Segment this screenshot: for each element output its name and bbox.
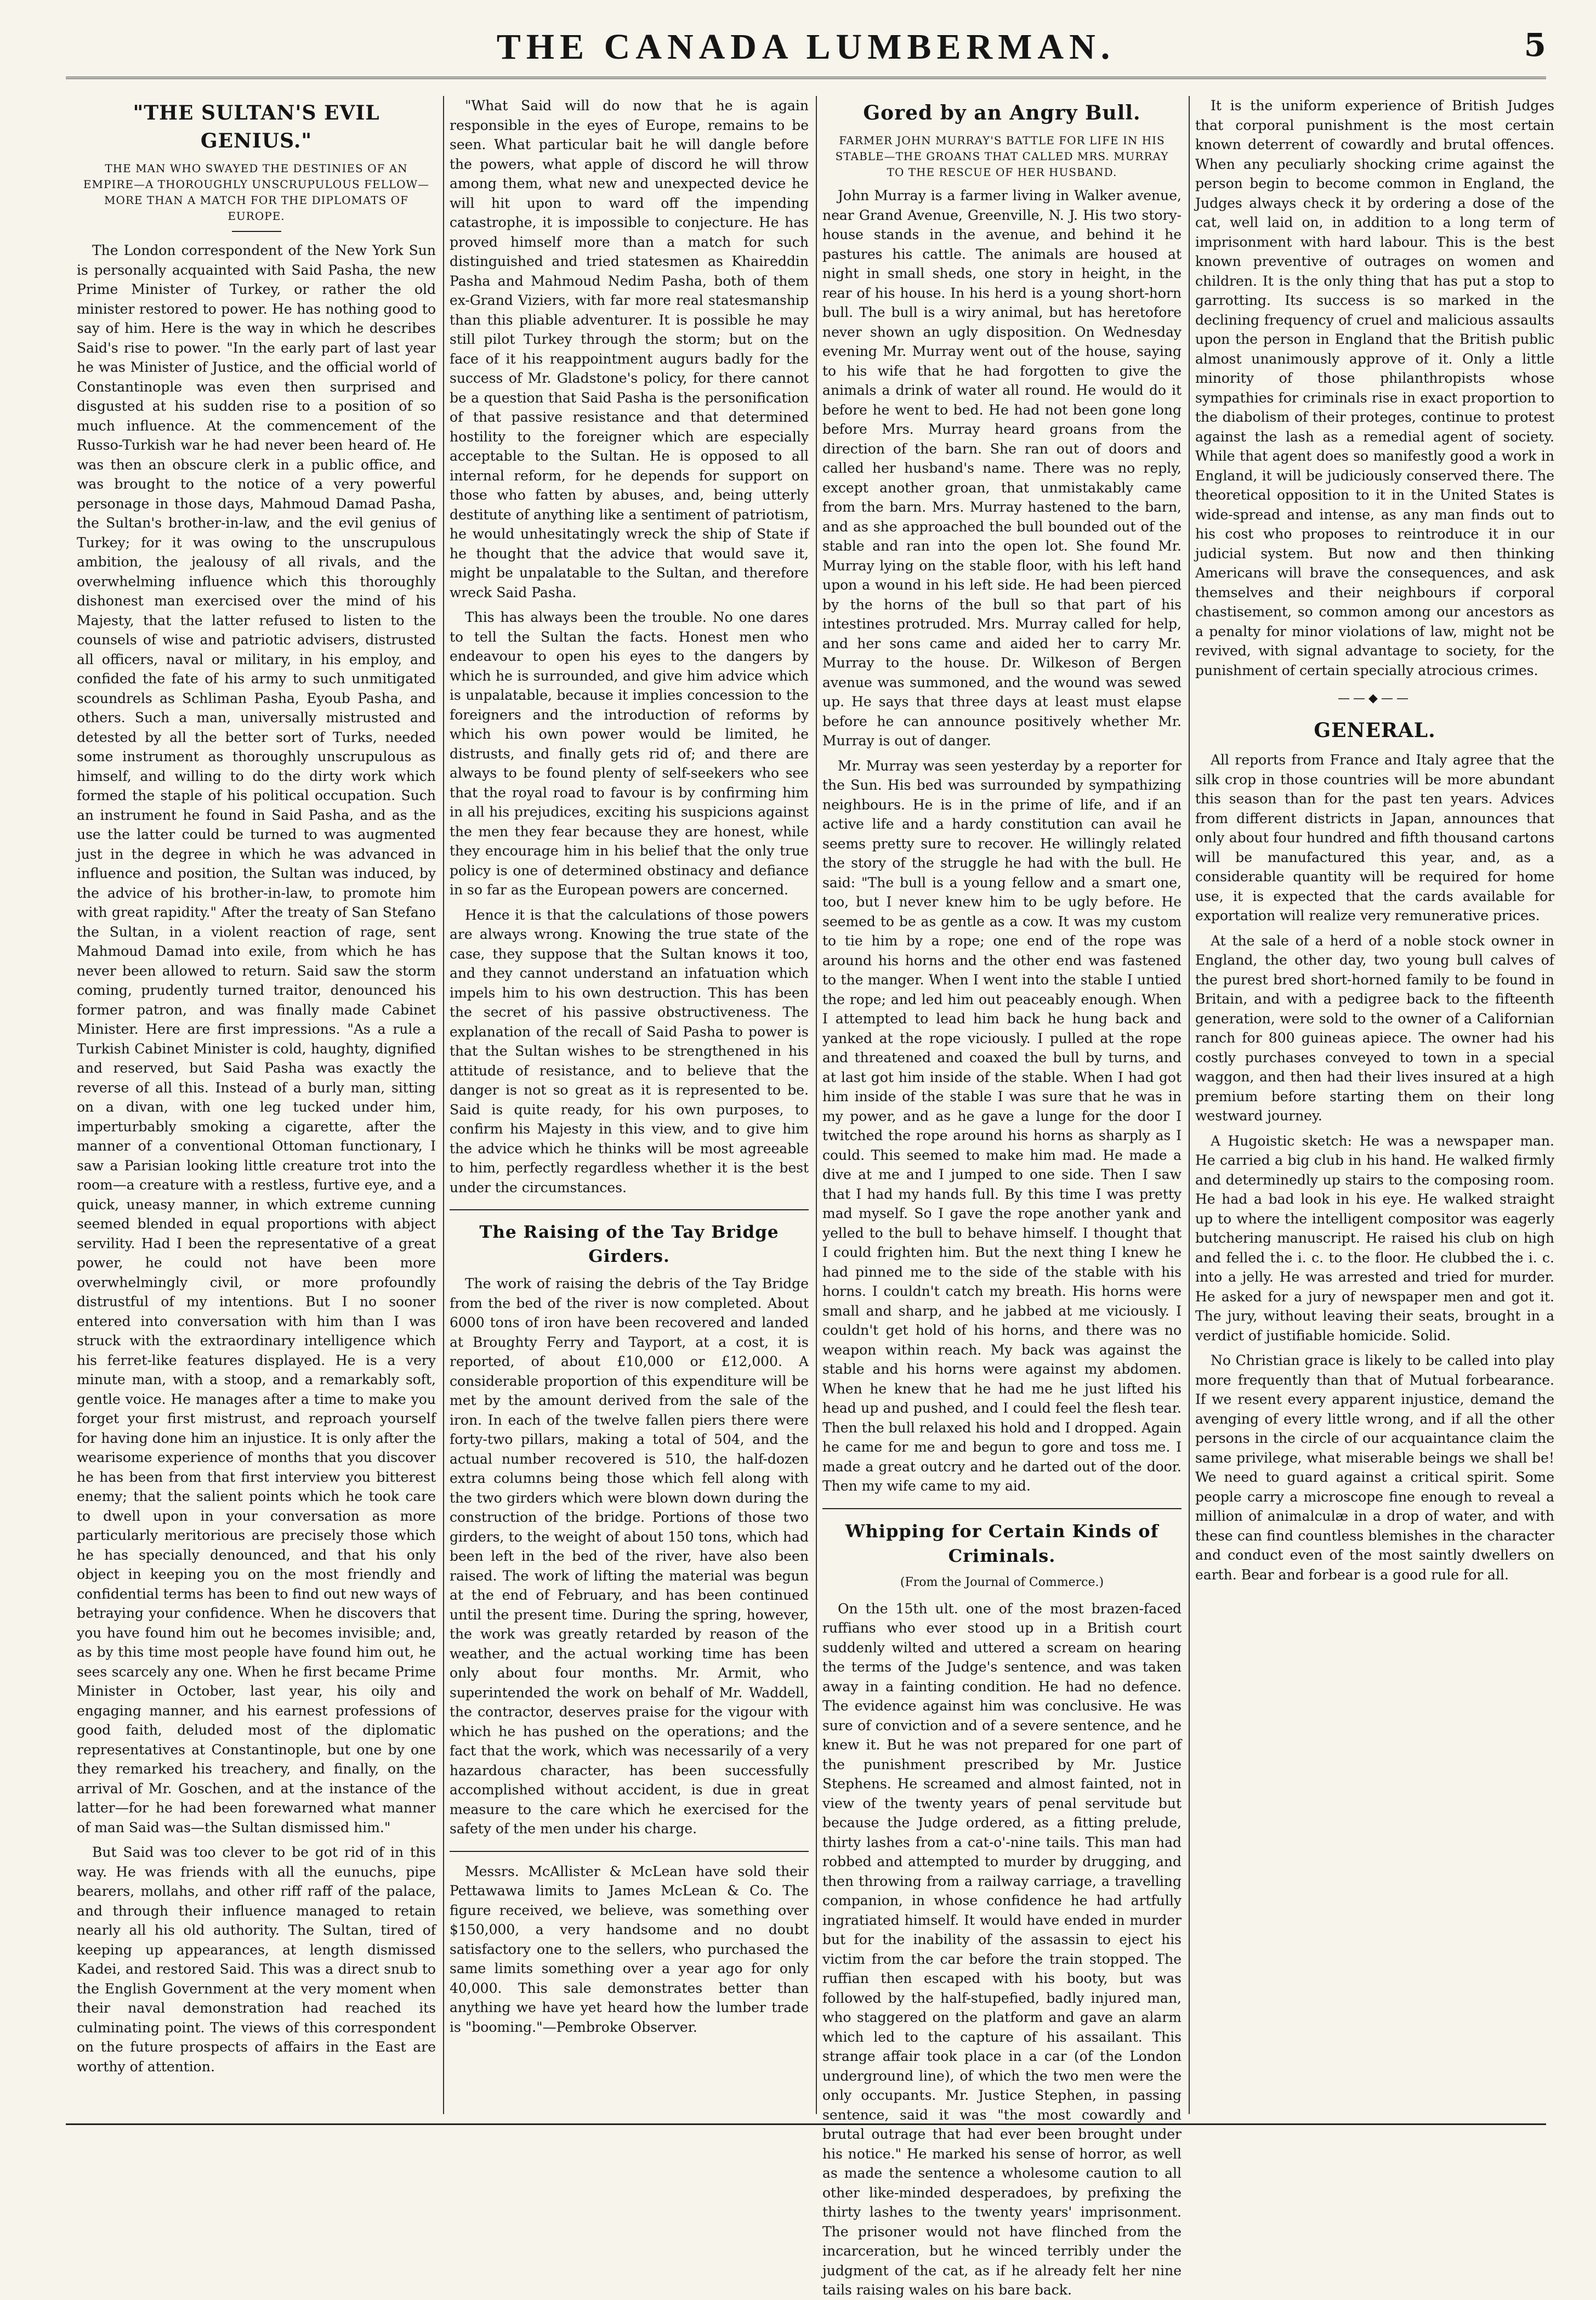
general-paragraph-2: At the sale of a herd of a noble stock owner in England, the other day, two young bull calves of the purest bred short-horned family to be found in Britain, and with a pedigree back to the fifteenth generation, were sold to the owner of a Californian ranch for 800 guineas apiece. The owner had his costly purchases conveyed to town in a special waggon, and then had their lives insured at a high premium before starting them on their long westward journey.	[1195, 932, 1554, 1124]
bull-deck: FARMER JOHN MURRAY'S BATTLE FOR LIFE IN HIS STABLE—THE GROANS THAT CALLED MRS. MURRAY TO THE RESCUE OF HER HUSBAND.	[835, 134, 1169, 179]
column-3	[822, 96, 1182, 2298]
section-rule	[450, 1851, 809, 1852]
general-paragraph-1: All reports from France and Italy agree that the silk crop in those countries will be more abundant this season than for the past ten years. Advices from different districts in Japan, announces that only about four hundred and fifth thousand cartons will be manufactured this year, and, as a considerable quantity will be required for home use, it is expected that the cards available for exportation will realize very remunerative prices.	[1195, 752, 1554, 924]
bottom-rule	[66, 2123, 1546, 2125]
column-divider	[443, 96, 444, 2114]
column-4	[1195, 96, 1554, 2114]
section-rule	[450, 1209, 809, 1210]
bull-paragraph-2: Mr. Murray was seen yesterday by a reporter for the Sun. His bed was surrounded by sympathizing neighbours. He is in the prime of life, and if an active life and a hardy constitution can avail he seems pretty sure to recover. He willingly related the story of the struggle he had with the bull. He said: "The bull is a young fellow and a smart one, too, but I never knew him to be ugly before. He seemed to be as gentle as a cow. It was my custom to tie him by a rope; one end of the rope was around his horns and the other end was fastened to the manger. When I went into the stable I untied the rope; and led him out peaceably enough. When I attempted to lead him back he hung back and yanked at the rope viciously. I pulled at the rope and threatened and coaxed the bull by turns, and at last got him inside of the stable. When I had got him inside of the stable I was sure that he was in my power, and as he gave a lunge for the door I twitched the rope around his horns as sharply as I could. This seemed to make him mad. He made a dive at me and I jumped to one side. Then I saw that I had my hands full. By this time I was pretty mad myself. So I gave the rope another yank and yelled to the bull to behave himself. I thought that I could frighten him. But the next thing I knew he had pinned me to the side of the stable with his horns. I couldn't catch my breath. His horns were small and sharp, and he jabbed at me viciously. I couldn't get hold of his horns, and there was no weapon within reach. My back was against the stable and his horns were against my abdomen. When he knew that he had me he just lifted his head up and pushed, and I could feel the flesh tear. Then the bull relaxed his hold and I dropped. Again he came for me and begun to gore and toss me. I made a great outcry and he darted out of the door. Then my wife came to my aid.	[822, 757, 1182, 1494]
whipping-credit: (From the Journal of Commerce.)	[900, 1576, 1104, 1590]
newspaper-title: THE CANADA LUMBERMAN.	[496, 27, 1116, 67]
whipping-paragraph-2: It is the uniform experience of British Judges that corporal punishment is the most certain known deterrent of cowardly and brutal offences. When any peculiarly shocking crime against the person begin to become common in England, the Judges always check it by ordering a dose of the cat, well laid on, in addition to a long term of imprisonment with hard labour. This is the best known preventive of outrages on women and children. It is the only thing that has put a stop to garrotting. Its success is so marked in the declining frequency of cruel and malicious assaults upon the person in England that the British public almost unanimously approve of it. Only a little minority of those philanthropists whose sympathies for criminals rise in exact proportion to the diabolism of their proteges, continue to protest against the lash as a remedial agent of society. While that agent does so manifestly good a work in England, it will be judiciously conserved there. The theoretical opposition to it in the United States is wide-spread and intense, as any man finds out to his cost who proposes to reintroduce it in our judicial system. But now and then thinking Americans will brave the consequences, and ask themselves and their neighbours if corporal chastisement, so common among our ancestors as a penalty for minor violations of law, might not be revived, with signal advantage to society, for the punishment of certain specially atrocious crimes.	[1195, 98, 1554, 678]
sultan-headline: "THE SULTAN'S EVIL GENIUS."	[133, 101, 380, 153]
masthead	[66, 22, 1546, 82]
general-heading: GENERAL.	[1314, 719, 1436, 743]
column-divider	[1189, 96, 1190, 2114]
pettawawa-item: Messrs. McAllister & McLean have sold their Pettawawa limits to James McLean & Co. The figure received, we believe, was something over $150,000, a very handsome and no doubt satisfactory one to the sellers, who purchased the same limits something over a year ago for only 40,000. This sale demonstrates better than anything we have yet heard how the lumber trade is "booming."—Pembroke Observer.	[450, 1863, 809, 2035]
sultan-paragraph-5: Hence it is that the calculations of those powers are always wrong. Knowing the true state of the case, they suppose that the Sultan knows it too, and they cannot understand an infatuation which impels him to his own destruction. This has been the secret of his passive obstructiveness. The explanation of the recall of Said Pasha to power is that the Sultan wishes to be strengthened in his attitude of resistance, and to believe that the danger is not so great as it is represented to be. Said is quite ready, for his own purposes, to confirm his Majesty in this view, and to give him the advice which he thinks will be most agreeable to him, perfectly regardless whether it is the best under the circumstances.	[450, 907, 809, 1196]
sultan-deck: THE MAN WHO SWAYED THE DESTINIES OF AN EMPIRE—A THOROUGHLY UNSCRUPULOUS FELLOW—MORE THAN A MATCH FOR THE DIPLOMATS OF EUROPE.	[83, 162, 430, 223]
tay-paragraph-1: The work of raising the debris of the Tay Bridge from the bed of the river is now completed. About 6000 tons of iron have been recovered and landed at Broughty Ferry and Tayport, at a cost, it is reported, of about £10,000 or £12,000. A considerable proportion of this expenditure will be met by the amount derived from the sale of the iron. In each of the twelve fallen piers there were forty-two pillars, making a total of 504, and the actual number recovered is 510, the half-dozen extra columns being those which fell along with the two girders which were blown down during the construction of the bridge. Portions of those two girders, to the weight of about 150 tons, which had been left in the bed of the river, have also been raised. The work of lifting the material was begun at the end of February, and has been continued until the present time. During the spring, however, the work was greatly retarded by reason of the weather, and the actual working time has been only about four months. Mr. Armit, who superintended the work on behalf of Mr. Waddell, the contractor, deserves praise for the vigour with which he has pushed on the operations; and the fact that the work, which was necessarily of a very hazardous character, has been successfully accomplished without accident, is due in great measure to the care which he exercised for the safety of the men under his charge.	[450, 1276, 809, 1837]
ornament-divider: ——◆——	[1338, 692, 1412, 705]
sultan-paragraph-2: But Said was too clever to be got rid of in this way. He was friends with all the eunuchs, pipe bearers, mollahs, and other riff raff of the palace, and through their influence managed to retain nearly all his old authority. The Sultan, tired of keeping up appearances, at length dismissed Kadei, and restored Said. This was a direct snub to the English Government at the very moment when their naval demonstration had reached its culminating point. The views of this correspondent on the future prospects of affairs in the East are worthy of attention.	[77, 1844, 436, 2075]
column-2	[450, 96, 809, 2114]
column-1	[77, 96, 436, 2114]
masthead-rule	[66, 77, 1546, 79]
tay-headline: The Raising of the Tay Bridge Girders.	[479, 1222, 779, 1267]
sultan-paragraph-4: This has always been the trouble. No one dares to tell the Sultan the facts. Honest men who endeavour to open his eyes to the dangers by which he is surrounded, and give him advice which is unpalatable, because it implies concession to the foreigners and the introduction of reforms by which his own power would be limited, he distrusts, and finally gets rid of; and there are always to be found plenty of self-seekers who see that the royal road to favour is by confirming him in all his prejudices, exciting his suspicions against the men they fear because they are honest, while they encourage him in his belief that the only true policy is one of determined obstinacy and defiance in so far as the European powers are concerned.	[450, 609, 809, 898]
short-rule	[232, 231, 281, 232]
whipping-headline: Whipping for Certain Kinds of Criminals.	[845, 1520, 1159, 1567]
sultan-paragraph-3: "What Said will do now that he is again responsible in the eyes of Europe, remains to be seen. What particular bait he will dangle before the powers, what apple of discord he will throw among them, what new and unexpected device he will hit upon to ward off the impending catastrophe, it is impossible to conjecture. He has proved himself more than a match for such distinguished and tried statesmen as Khaireddin Pasha and Mahmoud Nedim Pasha, both of them ex-Grand Viziers, with far more real statesmanship than this pliable adventurer. It is possible he may still pilot Turkey through the storm; but on the face of it his reappointment augurs badly for the success of Mr. Gladstone's policy, for there cannot be a question that Said Pasha is the personification of that passive resistance and that determined hostility to the foreigner which are especially acceptable to the Sultan. He is opposed to all internal reform, for he depends for support on those who fatten by abuses, and, being utterly destitute of anything like a sentiment of patriotism, he would unhesitatingly wreck the ship of State if he thought that the advice that would save it, might be unpalatable to the Sultan, and therefore wreck Said Pasha.	[450, 98, 809, 601]
general-paragraph-3: A Hugoistic sketch: He was a newspaper man. He carried a big club in his hand. He walked firmly and determinedly up stairs to the composing room. He had a bad look in his eye. He walked straight up to where the intelligent compositor was eagerly butchering manuscript. He raised his club on high and felled the i. c. to the floor. He clubbed the i. c. into a jelly. He was arrested and tried for murder. He asked for a jury of newspaper men and got it. The jury, without leaving their seats, brought in a verdict of justifiable homicide. Solid.	[1195, 1132, 1554, 1344]
bull-paragraph-1: John Murray is a farmer living in Walker avenue, near Grand Avenue, Greenville, N. J. His two story-house stands in the avenue, and behind it he pastures his cattle. The animals are housed at night in small sheds, one story in height, in the rear of his house. In his herd is a young short-horn bull. The bull is a wiry animal, but has heretofore never shown an ugly disposition. On Wednesday evening Mr. Murray went out of the house, saying to his wife that he had forgotten to give the animals a drink of water all round. He would do it before he went to bed. He had not been gone long before Mrs. Murray heard groans from the direction of the barn. She ran out of doors and called her husband's name. There was no reply, except another groan, that unmistakably came from the barn. Mrs. Murray hastened to the barn, and as she approached the bull bounded out of the stable and ran into the open lot. She found Mr. Murray lying on the stable floor, with his left hand upon a wound in his left side. He had been pierced by the horns of the bull so that part of his intestines protruded. Mrs. Murray called for help, and her sons came and aided her to carry Mr. Murray to the house. Dr. Wilkeson of Bergen avenue was summoned, and the wound was sewed up. He says that three days at least must elapse before he can announce positively whether Mr. Murray is out of danger.	[822, 188, 1182, 749]
bull-headline: Gored by an Angry Bull.	[863, 101, 1141, 124]
sultan-paragraph-1: The London correspondent of the New York Sun is personally acquainted with Said Pasha, the new Prime Minister of Turkey, or rather the old minister restored to power. He has nothing good to say of him. Here is the way in which he describes Said's rise to power. "In the early part of last year he was Minister of Justice, and the official world of Constantinople was even then surprised and disgusted at his sudden rise to a position of so much influence. At the commencement of the Russo-Turkish war he had never been heard of. He was then an obscure clerk in a public office, and was brought to the notice of a very powerful personage in those days, Mahmoud Damad Pasha, the Sultan's brother-in-law, and the evil genius of Turkey; for it was owing to the unscrupulous ambition, the jealousy of all rivals, and the overwhelming influence which this thoroughly dishonest man exercised over the mind of his Majesty, that the latter refused to listen to the counsels of wise and patriotic advisers, distrusted all officers, naval or military, in his employ, and confided the fate of his army to such unmitigated scoundrels as Schliman Pasha, Eyoub Pasha, and others. Such a man, universally mistrusted and detested by all the better sort of Turks, needed some instrument as thoroughly unscrupulous as himself, and willing to do the dirty work which formed the staple of his political occupation. Such an instrument he found in Said Pasha, and as the use the latter could be turned to was augmented just in the degree in which he was advanced in influence and position, the Sultan was induced, by the advice of his brother-in-law, to promote him with great rapidity." After the treaty of San Stefano the Sultan, in a violent reaction of rage, sent Mahmoud Damad into exile, from which he has never been allowed to return. Said saw the storm coming, prudently turned traitor, denounced his former patron, and was finally made Cabinet Minister. Here are first impressions. "As a rule a Turkish Cabinet Minister is cold, haughty, dignified and reserved, but Said Pasha was exactly the reverse of all this. Instead of a burly man, sitting on a divan, with one leg tucked under him, imperturbably smoking a cigarette, after the manner of a conventional Ottoman functionary, I saw a Parisian looking little creature trot into the room—a creature with a restless, furtive eye, and a quick, uneasy manner, in which extreme cunning seemed blended in equal proportions with abject servility. Had I been the representative of a great power, he could not have been more overwhelmingly civil, or more profoundly distrustful of my intentions. But I no sooner entered into conversation with him than I was struck with the extraordinary intelligence which his ferret-like features displayed. He is a very minute man, with a stoop, and a remarkably soft, gentle voice. He manages after a time to make you forget your first mistrust, and reproach yourself for having done him an injustice. It is only after the wearisome experience of months that you discover he has been from that first interview you bitterest enemy; that the salient points which he took care to dwell upon in your conversation as more particularly meritorious are precisely those which he has specially denounced, and that his only object in keeping you on the most friendly and confidential terms has been to find out new ways of betraying your confidence. When he discovers that you have found him out he becomes invisible; and, as by this time most people have found him out, he sees scarcely any one. When he first became Prime Minister in October, last year, his oily and engaging manner, and his earnest professions of good faith, deluded most of the diplomatic representatives at Constantinople, but one by one they remarked his treachery, and finally, on the arrival of Mr. Goschen, and at the instance of the latter—for he had been forewarned what manner of man Said was—the Sultan dismissed him."	[77, 242, 436, 1836]
column-divider	[816, 96, 817, 2114]
section-rule	[822, 1508, 1182, 1509]
page-number: 5	[1524, 26, 1546, 64]
whipping-paragraph-1: On the 15th ult. one of the most brazen-faced ruffians who ever stood up in a British court suddenly wilted and uttered a scream on hearing the terms of the Judge's sentence, and was taken away in a fainting condition. He had no defence. The evidence against him was conclusive. He was sure of conviction and of a severe sentence, and he knew it. But he was not prepared for one part of the punishment prescribed by Mr. Justice Stephens. He screamed and almost fainted, not in view of the twenty years of penal servitude but because the Judge ordered, as a fitting prelude, thirty lashes from a cat-o'-nine tails. This man had robbed and attempted to murder by drugging, and then throwing from a railway carriage, a travelling companion, in whose confidence he had artfully ingratiated himself. It would have ended in murder but for the inability of the assassin to eject his victim from the car before the train stopped. The ruffian then escaped with his booty, but was followed by the half-stupefied, badly injured man, who staggered on the platform and gave an alarm which led to the capture of his assailant. This strange affair took place in a car (of the London underground line), of which the two men were the only occupants. Mr. Justice Stephen, in passing sentence, said it was "the most cowardly and brutal outrage that had ever been brought under his notice." He marked his sense of horror, as well as made the sentence a wholesome caution to all other like-minded desperadoes, by prefixing the thirty lashes to the twenty years' imprisonment. The prisoner would not have flinched from the incarceration, but he winced terribly under the judgment of the cat, as if he already felt her nine tails raising wales on his bare back.	[822, 1600, 1182, 2298]
general-paragraph-4: No Christian grace is likely to be called into play more frequently than that of Mutual forbearance. If we resent every apparent injustice, demand the avenging of every little wrong, and if all the other persons in the circle of our acquaintance claim the same privilege, what miserable beings we shall be! We need to guard against a critical spirit. Some people carry a microscope fine enough to reveal a million of animalculæ in a drop of water, and with these can find countless blemishes in the character and conduct even of the most saintly dwellers on earth. Bear and forbear is a good rule for all.	[1195, 1352, 1554, 1583]
